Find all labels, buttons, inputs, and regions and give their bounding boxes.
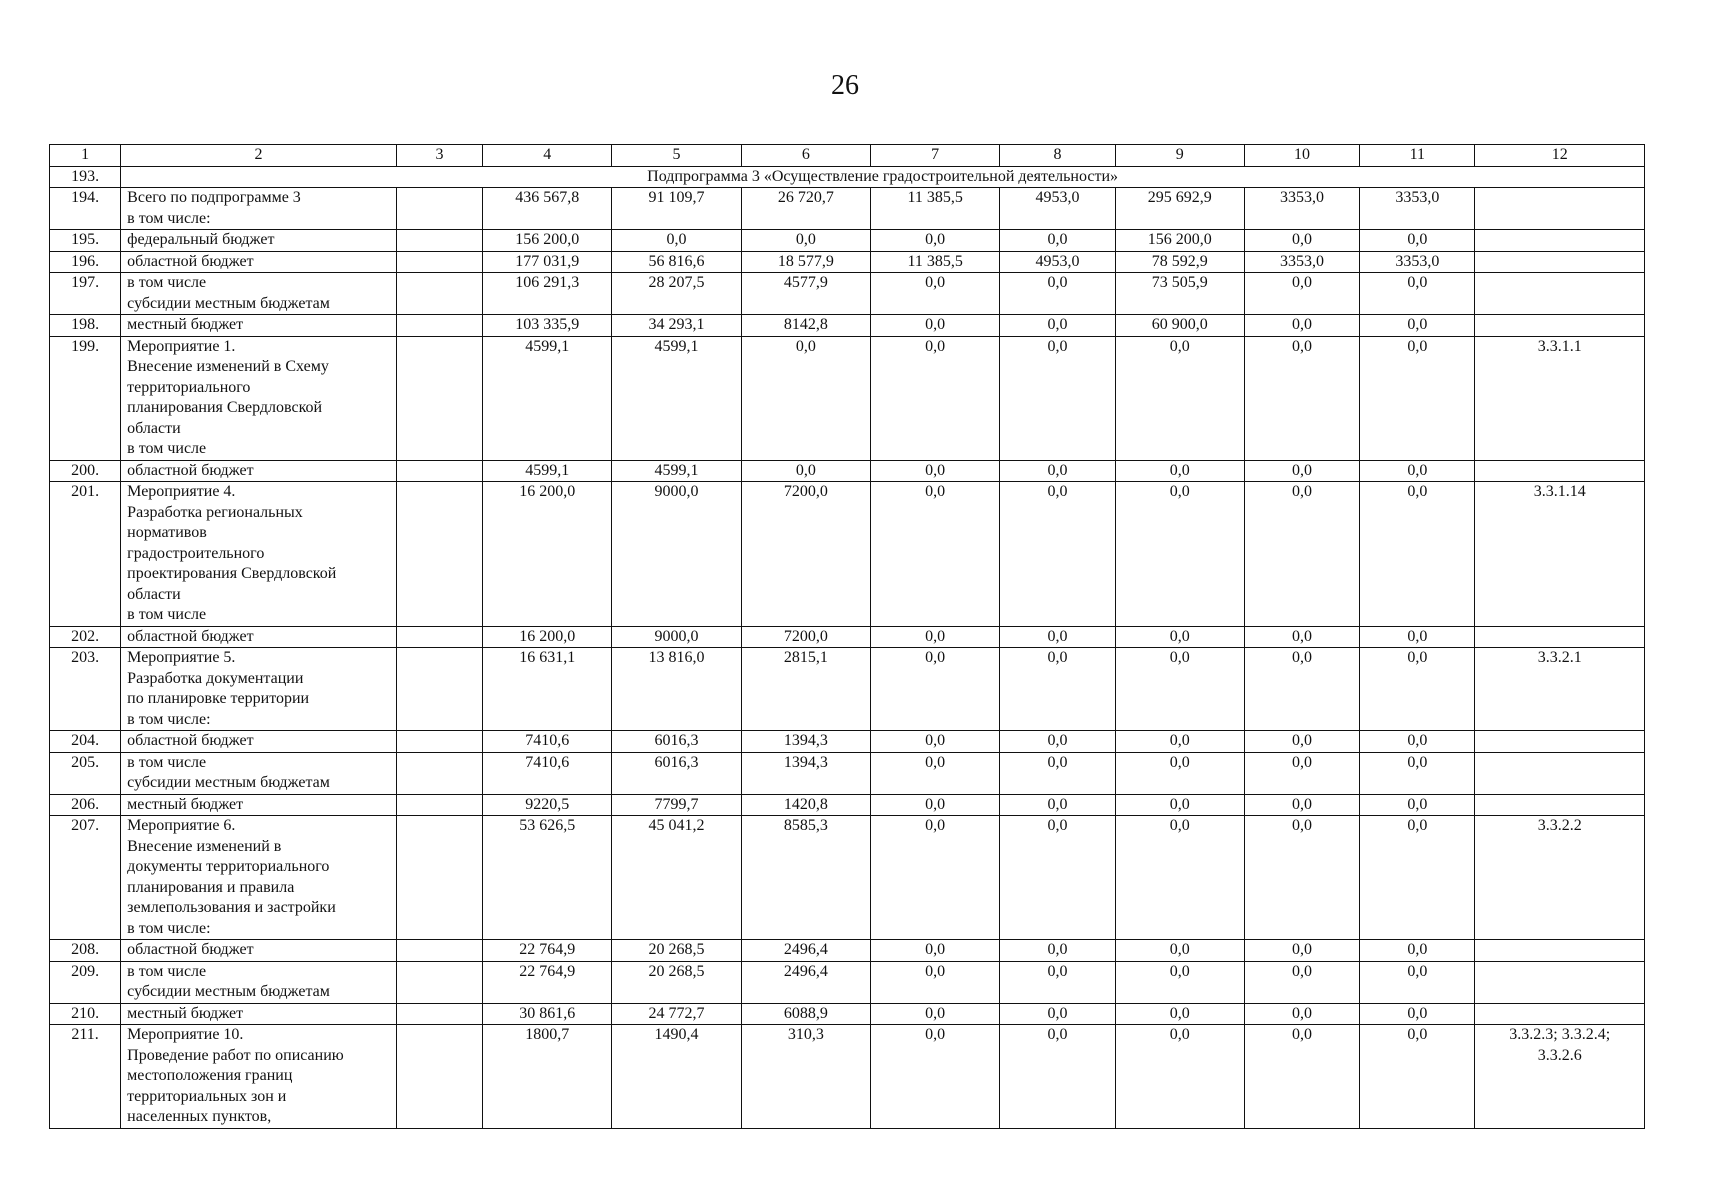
column-3-cell — [396, 752, 482, 794]
value-cell: 0,0 — [1000, 961, 1115, 1003]
table-row — [50, 1003, 1645, 1025]
column-3-cell — [396, 460, 482, 482]
value-cell: 56 816,6 — [612, 251, 741, 273]
row-name: в том числе субсидии местным бюджетам — [121, 752, 397, 794]
value-cell: 30 861,6 — [483, 1003, 612, 1025]
column-3-cell — [396, 626, 482, 648]
value-cell: 0,0 — [1000, 1025, 1115, 1129]
column-3-cell — [396, 188, 482, 230]
row-number: 204. — [50, 731, 121, 753]
value-cell: 24 772,7 — [612, 1003, 741, 1025]
column-number-cell: 4 — [483, 145, 612, 167]
value-cell: 0,0 — [1360, 961, 1475, 1003]
value-cell: 16 631,1 — [483, 648, 612, 731]
value-cell: 0,0 — [1115, 752, 1244, 794]
value-cell: 4599,1 — [483, 336, 612, 460]
value-cell: 0,0 — [871, 794, 1000, 816]
column-3-cell — [396, 816, 482, 940]
value-cell: 0,0 — [1360, 315, 1475, 337]
value-cell: 6088,9 — [741, 1003, 870, 1025]
table-row — [50, 961, 1645, 1003]
target-reference: 3.3.2.2 — [1475, 816, 1645, 940]
value-cell: 16 200,0 — [483, 482, 612, 627]
value-cell: 0,0 — [871, 816, 1000, 940]
value-cell: 0,0 — [1360, 731, 1475, 753]
value-cell: 0,0 — [1000, 273, 1115, 315]
value-cell: 0,0 — [1244, 794, 1359, 816]
value-cell: 0,0 — [871, 273, 1000, 315]
value-cell: 103 335,9 — [483, 315, 612, 337]
value-cell: 3353,0 — [1244, 188, 1359, 230]
value-cell: 1394,3 — [741, 731, 870, 753]
value-cell: 6016,3 — [612, 731, 741, 753]
value-cell: 22 764,9 — [483, 961, 612, 1003]
column-3-cell — [396, 315, 482, 337]
value-cell: 3353,0 — [1360, 188, 1475, 230]
column-number-cell: 6 — [741, 145, 870, 167]
value-cell: 9000,0 — [612, 482, 741, 627]
value-cell: 0,0 — [1360, 940, 1475, 962]
value-cell: 7200,0 — [741, 626, 870, 648]
target-reference — [1475, 188, 1645, 230]
row-number: 196. — [50, 251, 121, 273]
value-cell: 310,3 — [741, 1025, 870, 1129]
row-name: в том числе субсидии местным бюджетам — [121, 273, 397, 315]
table-row — [50, 940, 1645, 962]
column-number-cell: 11 — [1360, 145, 1475, 167]
value-cell: 20 268,5 — [612, 940, 741, 962]
target-reference — [1475, 460, 1645, 482]
target-reference — [1475, 273, 1645, 315]
row-number: 195. — [50, 230, 121, 252]
value-cell: 0,0 — [1244, 940, 1359, 962]
value-cell: 0,0 — [1360, 626, 1475, 648]
column-number-cell: 9 — [1115, 145, 1244, 167]
value-cell: 0,0 — [1000, 1003, 1115, 1025]
value-cell: 20 268,5 — [612, 961, 741, 1003]
value-cell: 0,0 — [1115, 336, 1244, 460]
column-number-cell: 1 — [50, 145, 121, 167]
subprogram-row — [50, 166, 1645, 188]
row-name: областной бюджет — [121, 251, 397, 273]
value-cell: 16 200,0 — [483, 626, 612, 648]
value-cell: 0,0 — [1360, 273, 1475, 315]
value-cell: 6016,3 — [612, 752, 741, 794]
value-cell: 0,0 — [1115, 648, 1244, 731]
row-number: 206. — [50, 794, 121, 816]
value-cell: 7799,7 — [612, 794, 741, 816]
target-reference — [1475, 940, 1645, 962]
value-cell: 7410,6 — [483, 731, 612, 753]
value-cell: 9220,5 — [483, 794, 612, 816]
column-number-cell: 12 — [1475, 145, 1645, 167]
column-3-cell — [396, 1025, 482, 1129]
value-cell: 0,0 — [871, 230, 1000, 252]
table-row — [50, 482, 1645, 627]
column-number-cell: 8 — [1000, 145, 1115, 167]
target-reference — [1475, 752, 1645, 794]
row-name: местный бюджет — [121, 315, 397, 337]
value-cell: 0,0 — [1244, 626, 1359, 648]
value-cell: 2496,4 — [741, 961, 870, 1003]
column-3-cell — [396, 1003, 482, 1025]
value-cell: 0,0 — [1244, 1003, 1359, 1025]
value-cell: 4599,1 — [483, 460, 612, 482]
value-cell: 0,0 — [871, 731, 1000, 753]
value-cell: 0,0 — [1244, 648, 1359, 731]
table-row — [50, 626, 1645, 648]
row-name: в том числе субсидии местным бюджетам — [121, 961, 397, 1003]
value-cell: 3353,0 — [1244, 251, 1359, 273]
value-cell: 0,0 — [1360, 460, 1475, 482]
value-cell: 1490,4 — [612, 1025, 741, 1129]
value-cell: 0,0 — [1000, 816, 1115, 940]
row-number: 194. — [50, 188, 121, 230]
table-row — [50, 336, 1645, 460]
row-number: 193. — [50, 166, 121, 188]
subprogram-title: Подпрограмма 3 «Осуществление градостроительной деятельности» — [121, 166, 1645, 188]
value-cell: 1394,3 — [741, 752, 870, 794]
table-row — [50, 752, 1645, 794]
value-cell: 73 505,9 — [1115, 273, 1244, 315]
value-cell: 295 692,9 — [1115, 188, 1244, 230]
value-cell: 0,0 — [1115, 1025, 1244, 1129]
row-name: областной бюджет — [121, 940, 397, 962]
value-cell: 0,0 — [871, 460, 1000, 482]
value-cell: 106 291,3 — [483, 273, 612, 315]
value-cell: 0,0 — [1360, 816, 1475, 940]
value-cell: 4599,1 — [612, 460, 741, 482]
target-reference — [1475, 731, 1645, 753]
value-cell: 91 109,7 — [612, 188, 741, 230]
target-reference — [1475, 961, 1645, 1003]
value-cell: 8142,8 — [741, 315, 870, 337]
row-name: областной бюджет — [121, 460, 397, 482]
row-number: 210. — [50, 1003, 121, 1025]
value-cell: 0,0 — [741, 230, 870, 252]
column-number-row — [50, 145, 1645, 167]
value-cell: 177 031,9 — [483, 251, 612, 273]
target-reference: 3.3.2.3; 3.3.2.4; 3.3.2.6 — [1475, 1025, 1645, 1129]
value-cell: 0,0 — [1360, 1003, 1475, 1025]
value-cell: 0,0 — [1360, 482, 1475, 627]
row-number: 209. — [50, 961, 121, 1003]
value-cell: 0,0 — [1360, 230, 1475, 252]
row-number: 205. — [50, 752, 121, 794]
column-number-cell: 10 — [1244, 145, 1359, 167]
table-row — [50, 230, 1645, 252]
table-body — [50, 145, 1645, 1129]
value-cell: 0,0 — [871, 961, 1000, 1003]
value-cell: 0,0 — [1115, 731, 1244, 753]
column-number-cell: 2 — [121, 145, 397, 167]
target-reference — [1475, 626, 1645, 648]
value-cell: 436 567,8 — [483, 188, 612, 230]
value-cell: 22 764,9 — [483, 940, 612, 962]
value-cell: 0,0 — [1115, 1003, 1244, 1025]
value-cell: 28 207,5 — [612, 273, 741, 315]
row-name: областной бюджет — [121, 731, 397, 753]
target-reference: 3.3.2.1 — [1475, 648, 1645, 731]
value-cell: 34 293,1 — [612, 315, 741, 337]
value-cell: 0,0 — [1000, 230, 1115, 252]
value-cell: 156 200,0 — [483, 230, 612, 252]
row-name: федеральный бюджет — [121, 230, 397, 252]
row-name: Мероприятие 6. Внесение изменений в документы территориального планирования и правила землепользования и застройки в том числе: — [121, 816, 397, 940]
value-cell: 26 720,7 — [741, 188, 870, 230]
column-number-cell: 5 — [612, 145, 741, 167]
value-cell: 0,0 — [871, 940, 1000, 962]
value-cell: 60 900,0 — [1115, 315, 1244, 337]
value-cell: 0,0 — [1244, 460, 1359, 482]
row-name: Мероприятие 1. Внесение изменений в Схему территориального планирования Свердловской области в том числе — [121, 336, 397, 460]
row-number: 197. — [50, 273, 121, 315]
value-cell: 7200,0 — [741, 482, 870, 627]
table-row — [50, 648, 1645, 731]
row-name: Мероприятие 4. Разработка региональных нормативов градостроительного проектирования Свердловской области в том числе — [121, 482, 397, 627]
value-cell: 0,0 — [1000, 752, 1115, 794]
value-cell: 0,0 — [871, 315, 1000, 337]
value-cell: 0,0 — [1000, 460, 1115, 482]
value-cell: 0,0 — [1244, 731, 1359, 753]
value-cell: 53 626,5 — [483, 816, 612, 940]
value-cell: 0,0 — [741, 336, 870, 460]
row-number: 199. — [50, 336, 121, 460]
value-cell: 0,0 — [871, 752, 1000, 794]
row-name: Мероприятие 5. Разработка документации по планировке территории в том числе: — [121, 648, 397, 731]
row-name: Всего по подпрограмме 3 в том числе: — [121, 188, 397, 230]
value-cell: 0,0 — [1115, 482, 1244, 627]
target-reference — [1475, 315, 1645, 337]
value-cell: 0,0 — [1360, 1025, 1475, 1129]
value-cell: 0,0 — [1360, 336, 1475, 460]
row-name: местный бюджет — [121, 794, 397, 816]
target-reference: 3.3.1.14 — [1475, 482, 1645, 627]
value-cell: 0,0 — [1244, 482, 1359, 627]
row-number: 201. — [50, 482, 121, 627]
target-reference — [1475, 1003, 1645, 1025]
value-cell: 4577,9 — [741, 273, 870, 315]
column-3-cell — [396, 251, 482, 273]
value-cell: 0,0 — [1115, 460, 1244, 482]
value-cell: 0,0 — [871, 336, 1000, 460]
table-row — [50, 188, 1645, 230]
table-row — [50, 460, 1645, 482]
value-cell: 0,0 — [1115, 794, 1244, 816]
value-cell: 1420,8 — [741, 794, 870, 816]
row-number: 203. — [50, 648, 121, 731]
value-cell: 0,0 — [1000, 315, 1115, 337]
value-cell: 0,0 — [1115, 961, 1244, 1003]
value-cell: 4599,1 — [612, 336, 741, 460]
budget-table — [49, 144, 1645, 1129]
column-3-cell — [396, 336, 482, 460]
table-row — [50, 794, 1645, 816]
value-cell: 45 041,2 — [612, 816, 741, 940]
target-reference: 3.3.1.1 — [1475, 336, 1645, 460]
column-number-cell: 7 — [871, 145, 1000, 167]
value-cell: 4953,0 — [1000, 188, 1115, 230]
table-row — [50, 816, 1645, 940]
value-cell: 8585,3 — [741, 816, 870, 940]
column-3-cell — [396, 648, 482, 731]
value-cell: 0,0 — [871, 482, 1000, 627]
value-cell: 0,0 — [1244, 315, 1359, 337]
value-cell: 0,0 — [1000, 940, 1115, 962]
page-number: 26 — [831, 70, 859, 101]
value-cell: 3353,0 — [1360, 251, 1475, 273]
row-number: 198. — [50, 315, 121, 337]
value-cell: 0,0 — [1244, 336, 1359, 460]
value-cell: 11 385,5 — [871, 188, 1000, 230]
row-number: 208. — [50, 940, 121, 962]
value-cell: 0,0 — [871, 1025, 1000, 1129]
column-number-cell: 3 — [396, 145, 482, 167]
value-cell: 0,0 — [871, 626, 1000, 648]
table-row — [50, 1025, 1645, 1129]
row-number: 211. — [50, 1025, 121, 1129]
column-3-cell — [396, 230, 482, 252]
value-cell: 0,0 — [1360, 794, 1475, 816]
value-cell: 0,0 — [1244, 816, 1359, 940]
value-cell: 2815,1 — [741, 648, 870, 731]
row-number: 207. — [50, 816, 121, 940]
table-row — [50, 273, 1645, 315]
column-3-cell — [396, 273, 482, 315]
value-cell: 2496,4 — [741, 940, 870, 962]
value-cell: 0,0 — [612, 230, 741, 252]
column-3-cell — [396, 482, 482, 627]
value-cell: 0,0 — [1000, 648, 1115, 731]
value-cell: 13 816,0 — [612, 648, 741, 731]
value-cell: 0,0 — [871, 1003, 1000, 1025]
row-name: Мероприятие 10. Проведение работ по описанию местоположения границ территориальных зон и населенных пунктов, — [121, 1025, 397, 1129]
value-cell: 0,0 — [1244, 752, 1359, 794]
column-3-cell — [396, 940, 482, 962]
value-cell: 0,0 — [1000, 626, 1115, 648]
value-cell: 0,0 — [741, 460, 870, 482]
value-cell: 0,0 — [1000, 731, 1115, 753]
value-cell: 0,0 — [1000, 794, 1115, 816]
value-cell: 78 592,9 — [1115, 251, 1244, 273]
value-cell: 9000,0 — [612, 626, 741, 648]
value-cell: 4953,0 — [1000, 251, 1115, 273]
row-number: 202. — [50, 626, 121, 648]
table-row — [50, 315, 1645, 337]
value-cell: 0,0 — [1244, 230, 1359, 252]
row-name: местный бюджет — [121, 1003, 397, 1025]
column-3-cell — [396, 731, 482, 753]
row-number: 200. — [50, 460, 121, 482]
value-cell: 0,0 — [1000, 336, 1115, 460]
value-cell: 0,0 — [1115, 940, 1244, 962]
value-cell: 156 200,0 — [1115, 230, 1244, 252]
value-cell: 0,0 — [1360, 752, 1475, 794]
value-cell: 0,0 — [1000, 482, 1115, 627]
value-cell: 18 577,9 — [741, 251, 870, 273]
value-cell: 1800,7 — [483, 1025, 612, 1129]
column-3-cell — [396, 794, 482, 816]
target-reference — [1475, 230, 1645, 252]
table-row — [50, 731, 1645, 753]
value-cell: 0,0 — [1115, 816, 1244, 940]
value-cell: 0,0 — [1115, 626, 1244, 648]
value-cell: 7410,6 — [483, 752, 612, 794]
value-cell: 0,0 — [1360, 648, 1475, 731]
row-name: областной бюджет — [121, 626, 397, 648]
value-cell: 0,0 — [1244, 1025, 1359, 1129]
value-cell: 11 385,5 — [871, 251, 1000, 273]
value-cell: 0,0 — [1244, 273, 1359, 315]
target-reference — [1475, 251, 1645, 273]
value-cell: 0,0 — [871, 648, 1000, 731]
table-row — [50, 251, 1645, 273]
value-cell: 0,0 — [1244, 961, 1359, 1003]
target-reference — [1475, 794, 1645, 816]
column-3-cell — [396, 961, 482, 1003]
